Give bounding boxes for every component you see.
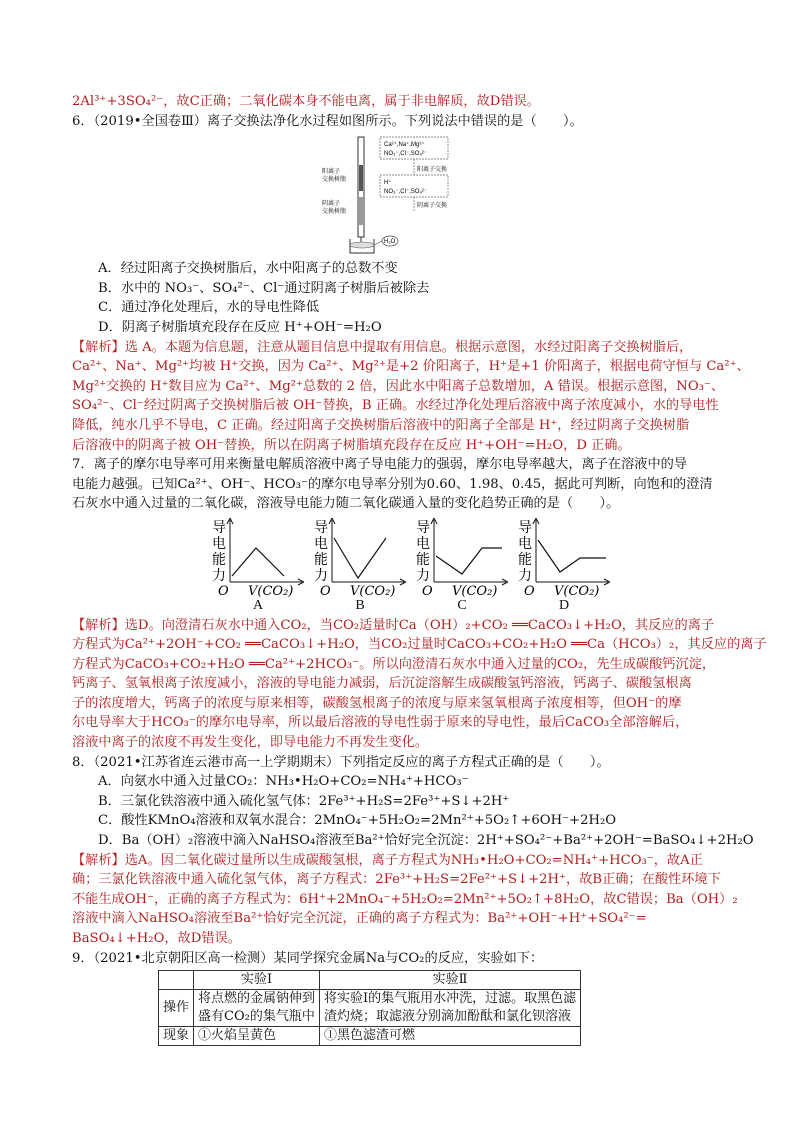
ylabel-char-2: 电 [212, 535, 226, 552]
cell-op-exp1-line-2: 盛有CO₂的集气瓶中 [198, 1009, 315, 1025]
question-9-stem: 9．（2021•北京朝阳区高一检测）某同学探究金属Na与CO₂的反应，实验如下： [72, 950, 544, 966]
ylabel-char-2: 电 [314, 535, 328, 552]
ylabel-char-4: 力 [314, 567, 328, 584]
curve-d [538, 540, 606, 572]
q8-option-b: B．三氯化铁溶液中通入硫化氢气体：2Fe³⁺+H₂S=2Fe³⁺+S↓+2H⁺ [98, 793, 510, 809]
answer-8-line-2: 确；三氯化铁溶液中通入硫化氢气体，离子方程式：2Fe³⁺+H₂S=2Fe²⁺+S↓+2H⁺，故B正确；在酸性环境下 [72, 872, 721, 888]
origin-label: O [524, 583, 535, 598]
graph-d [518, 518, 610, 616]
answer-7-line-3: 方程式为CaCO₃+CO₂+H₂O ══Ca²⁺+2HCO₃⁻。所以向澄清石灰水中通入过量的CO₂，先生成碳酸钙沉淀， [72, 656, 716, 672]
xlabel: V(CO₂) [452, 583, 498, 598]
question-6-stem: 6．（2019•全国卷Ⅲ）离子交换法净化水过程如图所示。下列说法中错误的是（ ）。 [72, 113, 583, 129]
xlabel: V(CO₂) [350, 583, 396, 598]
mid-box-line-1: H⁺ [384, 180, 392, 187]
ylabel-char-2: 电 [416, 535, 430, 552]
ylabel-char-3: 能 [212, 551, 226, 568]
ylabel-char-4: 力 [416, 567, 430, 584]
ylabel-char-2: 电 [518, 535, 532, 552]
ylabel-char-1: 导 [416, 519, 430, 536]
answer-6-line-3: Mg²⁺交换的 H⁺数目应为 Ca²⁺、Mg²⁺总数的 2 倍，因此水中阳离子总数增加，A 错误。根据示意图，NO₃⁻、 [72, 378, 725, 394]
xlabel: V(CO₂) [248, 583, 294, 598]
answer-7-line-6: 尔电导率大于HCO₃⁻的摩尔电导率，所以最后溶液的导电性弱于原来的导电性，最后CaCO₃全部溶解后， [72, 715, 689, 731]
answer-7-line-2: 方程式为Ca²⁺+2OH⁻+CO₂ ══CaCO₃↓+H₂O，当CO₂过量时CaCO₃+CO₂+H₂O ══Ca（HCO₃）₂，其反应的离子 [72, 637, 767, 653]
graph-c-label: C [457, 597, 467, 613]
row-label-phenomenon: 现象 [159, 1027, 194, 1046]
cell-op-exp1 [194, 990, 320, 1027]
top-box-line-1: Ca²⁺,Na⁺,Mg²⁺ [384, 142, 425, 149]
cation-resin-label-2: 交换树脂 [322, 177, 347, 184]
anion-resin-label-2: 交换树脂 [322, 209, 347, 216]
q6-option-a: A．经过阳离子交换树脂后，水中阳离子的总数不变 [98, 261, 398, 277]
curve-c [436, 548, 502, 574]
answer-5-tail: 2Al³⁺+3SO₄²⁻，故C正确；二氧化碳本身不能电离，属于非电解质，故D错误。 [72, 94, 540, 109]
ylabel-char-3: 能 [314, 551, 328, 568]
ylabel-char-3: 能 [416, 551, 430, 568]
q6-option-b: B．水中的 NO₃⁻、SO₄²⁻、Cl⁻通过阴离子树脂后被除去 [98, 280, 430, 296]
conductivity-graphs [212, 518, 722, 616]
answer-7-line-7: 溶液中离子的浓度不再发生变化，即导电能力不再发生变化。 [72, 735, 429, 751]
document-page [72, 92, 767, 1046]
cell-op-exp1-line-1: 将点燃的金属钠伸到 [198, 991, 316, 1007]
answer-6-line-4: SO₄²⁻、Cl⁻经过阴离子交换树脂后被 OH⁻替换，B 正确。水经过净化处理后溶液中离子浓度减小，水的导电性 [72, 398, 719, 414]
answer-8-line-3: 不能生成OH⁻，正确的离子方程式为：6H⁺+2MnO₄⁻+5H₂O₂=2Mn²⁺+5O₂↑+8H₂O，故C错误；Ba（OH）₂ [72, 891, 738, 907]
ylabel-char-1: 导 [518, 519, 532, 536]
row-label-operation: 操作 [159, 990, 194, 1027]
q6-option-d: D．阴离子树脂填充段存在反应 H⁺+OH⁻=H₂O [98, 319, 382, 335]
ylabel-char-3: 能 [518, 551, 532, 568]
ylabel-char-1: 导 [314, 519, 328, 536]
header-exp2: 实验Ⅱ [320, 971, 581, 990]
graph-a [212, 518, 304, 616]
origin-label: O [320, 583, 331, 598]
graph-c [416, 518, 508, 616]
header-exp1: 实验Ⅰ [194, 971, 320, 990]
q8-option-a: A．向氨水中通入过量CO₂：NH₃•H₂O+CO₂=NH₄⁺+HCO₃⁻ [98, 774, 469, 790]
question-8-stem: 8．（2021•江苏省连云港市高一上学期期末）下列指定反应的离子方程式正确的是（ ）。 [72, 754, 610, 770]
ylabel-char-4: 力 [518, 567, 532, 584]
graph-b [314, 518, 406, 616]
cation-exchange-label: 阳离子交换 [417, 167, 448, 174]
answer-7-line-1: 【解析】选D。向澄清石灰水中通入CO₂，当CO₂适量时Ca（OH）₂+CO₂ ══CaCO₃↓+H₂O，其反应的离子 [72, 617, 715, 633]
q6-option-c: C．通过净化处理后，水的导电性降低 [98, 300, 320, 316]
cell-op-exp2 [320, 990, 581, 1027]
cell-ph-exp1: ①火焰呈黄色 [194, 1027, 320, 1046]
cation-resin-label-1: 阳离子 [322, 169, 341, 176]
question-7-line-1: 7．离子的摩尔电导率可用来衡量电解质溶液中离子导电能力的强弱，摩尔电导率越大，离子在溶液中的导 [72, 457, 688, 473]
curve-b [334, 538, 386, 578]
curve-a [232, 548, 284, 576]
q8-option-d: D．Ba（OH）₂溶液中滴入NaHSO₄溶液至Ba²⁺恰好完全沉淀：2H⁺+SO₄²⁻+Ba²⁺+2OH⁻=BaSO₄↓+2H₂O [98, 833, 754, 849]
experiment-table [158, 970, 581, 1046]
table-corner [159, 971, 194, 990]
graph-a-label: A [252, 597, 264, 613]
answer-6-line-6: 后溶液中的阴离子被 OH⁻替换，所以在阴离子树脂填充段存在反应 H⁺+OH⁻=H₂O，D 正确。 [72, 437, 631, 453]
answer-6-line-5: 降低，纯水几乎不导电，C 正确。经过阳离子交换树脂后溶液中的阳离子全部是 H⁺，经过阴离子交换树脂 [72, 417, 690, 433]
question-7-line-3: 石灰水中通入过量的二氧化碳，溶液导电能力随二氧化碳通入量的变化趋势正确的是（ ）。 [72, 496, 620, 512]
anion-resin-label-1: 阴离子 [322, 201, 341, 208]
answer-6-line-1: 【解析】选 A。本题为信息题，注意从题目信息中提取有用信息。根据示意图，水经过阳离子交换树脂后， [72, 339, 693, 355]
question-7-line-2: 电能力越强。已知Ca²⁺、OH⁻、HCO₃⁻的摩尔电导率分别为0.60、1.98、0.45，据此可判断，向饱和的澄清 [72, 476, 713, 492]
answer-8-line-4: 溶液中滴入NaHSO₄溶液至Ba²⁺恰好完全沉淀，正确的离子方程式为：Ba²⁺+OH⁻+H⁺+SO₄²⁻= [72, 911, 647, 927]
ylabel-char-4: 力 [212, 567, 226, 584]
mid-box-line-2: NO₃⁻,Cl⁻,SO₄²⁻ [384, 189, 428, 196]
cell-ph-exp2: ①黑色滤渣可燃 [320, 1027, 581, 1046]
ion-exchange-diagram [322, 135, 472, 255]
top-box-line-2: NO₃⁻,Cl⁻,SO₄²⁻ [384, 151, 428, 158]
cell-op-exp2-line-2: 渣灼烧；取滤液分别滴加酚酞和氯化钡溶液 [324, 1009, 572, 1025]
xlabel: V(CO₂) [554, 583, 600, 598]
q8-option-c: C．酸性KMnO₄溶液和双氧水混合：2MnO₄⁻+5H₂O₂=2Mn²⁺+5O₂↑+6OH⁻+2H₂O [98, 813, 617, 829]
graph-b-label: B [355, 597, 365, 613]
anion-exchange-label: 阴离子交换 [417, 203, 448, 210]
answer-7-line-5: 子的浓度增大，钙离子的浓度与原来相等，碳酸氢根离子的浓度与原来氢氧根离子浓度相等，但OH⁻的摩 [72, 695, 682, 711]
ylabel-char-1: 导 [212, 519, 226, 536]
answer-8-line-5: BaSO₄↓+H₂O，故D错误。 [72, 931, 241, 946]
answer-6-line-2: Ca²⁺、Na⁺、Mg²⁺均被 H⁺交换，因为 Ca²⁺、Mg²⁺是+2 价阳离子，H⁺是+1 价阳离子，根据电荷守恒与 Ca²⁺、 [72, 359, 750, 375]
graph-d-label: D [558, 597, 570, 613]
answer-8-line-1: 【解析】选A。因二氧化碳过量所以生成碳酸氢根，离子方程式为NH₃•H₂O+CO₂=NH₄⁺+HCO₃⁻，故A正 [72, 852, 703, 868]
answer-7-line-4: 钙离子、氢氧根离子浓度减小，溶液的导电能力减弱，后沉淀溶解生成碳酸氢钙溶液，钙离子、碳酸氢根离 [72, 676, 692, 692]
origin-label: O [218, 583, 229, 598]
water-label: H₂O [384, 239, 396, 246]
origin-label: O [422, 583, 433, 598]
cell-op-exp2-line-1: 将实验Ⅰ的集气瓶用水冲洗，过滤。取黑色滤 [324, 991, 577, 1007]
